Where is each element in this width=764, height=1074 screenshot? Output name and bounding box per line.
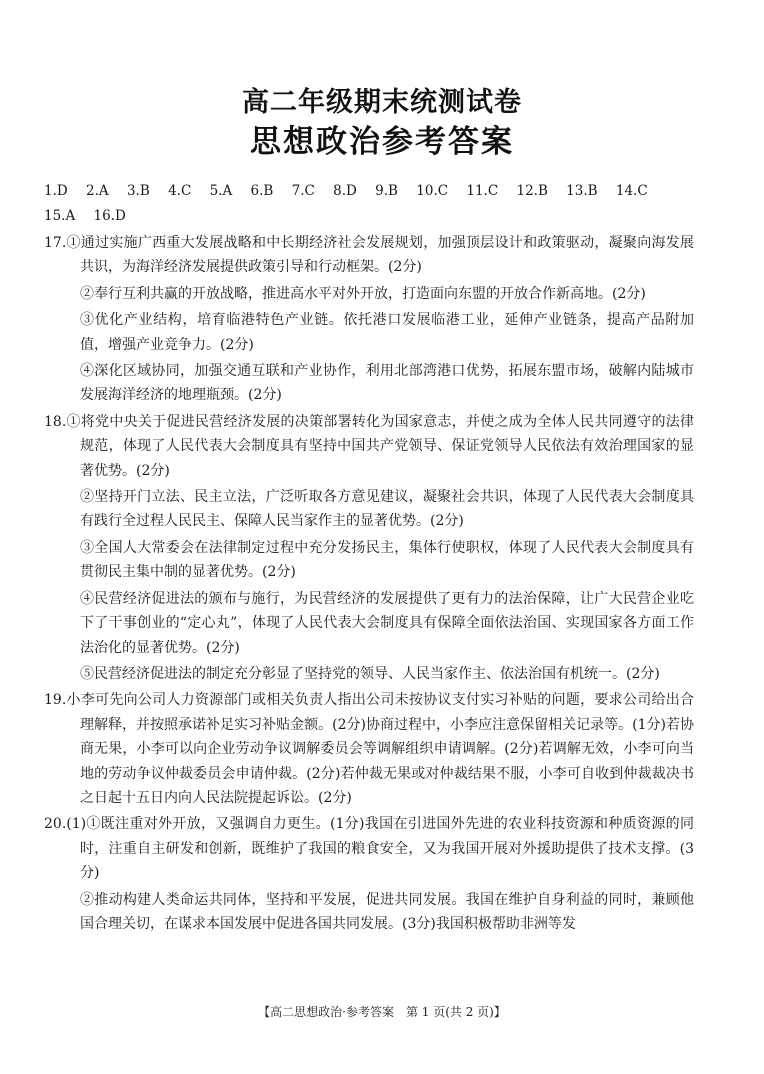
mcq-answer: 9.B [375,183,398,199]
mcq-answer: 4.C [168,183,192,199]
q19-answer: 19.小李可先向公司人力资源部门或相关负责人指出公司未按协议支付实习补贴的问题，要求公司给出合理解释，并按照承诺补足实习补贴金额。(2分)协商过程中，小李应注意保留相关记录等。(1分)若协商无果，小李可以向企业劳动争议调解委员会等调解组织申请调解。(2分)若调解无效，小李可向当地的劳动争议仲裁委员会申请仲裁。(2分)若仲裁无果或对仲裁结果不服，小李可自收到仲裁裁决书之日起十五日内向人民法院提起诉讼。(2分) [44,692,694,806]
answer-key-title: 思想政治参考答案 [250,124,514,160]
mcq-answer: 14.C [615,183,648,199]
q20-point-1: 20.(1)①既注重对外开放，又强调自力更生。(1分)我国在引进国外先进的农业科技资源和种质资源的同时，注重自主研发和创新，既维护了我国的粮食安全，又为我国开展对外援助提供了技术支撑。(3分) [44,816,694,882]
q18-point-3: ③全国人大常委会在法律制定过程中充分发扬民主，集体行使职权，体现了人民代表大会制度具有贯彻民主集中制的显著优势。(2分) [80,539,694,581]
mcq-answer: 6.B [250,183,274,199]
q20-point-2: ②推动构建人类命运共同体，坚持和平发展，促进共同发展。我国在维护自身利益的同时，兼顾他国合理关切，在谋求本国发展中促进各国共同发展。(3分)我国积极帮助非洲等发 [80,891,694,932]
q18-point-5: ⑤民营经济促进法的制定充分彰显了坚持党的领导、人民当家作主、依法治国有机统一。(2分) [80,665,660,682]
mcq-answer: 3.B [126,183,150,199]
mcq-answer: 10.C [416,183,449,199]
mcq-answer: 11.C [466,183,499,199]
q17-point-3: ③优化产业结构，培育临港特色产业链。依托港口发展临港工业，延伸产业链条，提高产品附加值，增强产业竞争力。(2分) [80,312,694,353]
mcq-answer: 5.A [209,183,233,199]
mcq-answer: 13.B [566,183,598,199]
mcq-answer: 16.D [93,208,126,224]
answer-content [44,231,694,938]
mcq-answer: 1.D [44,183,68,199]
exam-title: 高二年级期末统测试卷 [242,87,522,118]
q17-point-2: ②奉行互利共赢的开放战略，推进高水平对外开放，打造面向东盟的开放合作新高地。(2分) [80,285,646,302]
q18-point-2: ②坚持开门立法、民主立法，广泛听取各方意见建议，凝聚社会共识，体现了人民代表大会制度具有践行全过程人民民主、保障人民当家作主的显著优势。(2分) [80,489,694,530]
mcq-answer: 2.A [86,183,109,199]
mcq-answer: 7.C [291,183,315,199]
mcq-answers-row-2 [44,206,140,226]
page-footer: 【高二思想政治·参考答案 第 1 页(共 2 页)】 [258,1005,506,1019]
mcq-answer: 12.B [516,183,548,199]
mcq-answer: 8.D [333,183,357,199]
q17-point-1: 17.①通过实施广西重大发展战略和中长期经济社会发展规划，加强顶层设计和政策驱动，凝聚向海发展共识，为海洋经济发展提供政策引导和行动框架。(2分) [44,235,694,276]
q17-point-4: ④深化区域协同，加强交通互联和产业协作，利用北部湾港口优势，拓展东盟市场，破解内陆城市发展海洋经济的地理瓶颈。(2分) [80,363,694,404]
q18-point-1: 18.①将党中央关于促进民营经济发展的决策部署转化为国家意志，并使之成为全体人民共同遵守的法律规范，体现了人民代表大会制度具有坚持中国共产党领导、保证党领导人民依法有效治理国家的显著优势。(2分) [44,413,694,479]
mcq-answer: 15.A [44,208,76,224]
mcq-answers-row-1 [44,181,662,201]
q18-point-4: ④民营经济促进法的颁布与施行，为民营经济的发展提供了更有力的法治保障，让广大民营企业吃下了干事创业的“定心丸”，体现了人民代表大会制度具有保障全面依法治国、实现国家各方面工作法治化的显著优势。(2分) [80,590,694,656]
